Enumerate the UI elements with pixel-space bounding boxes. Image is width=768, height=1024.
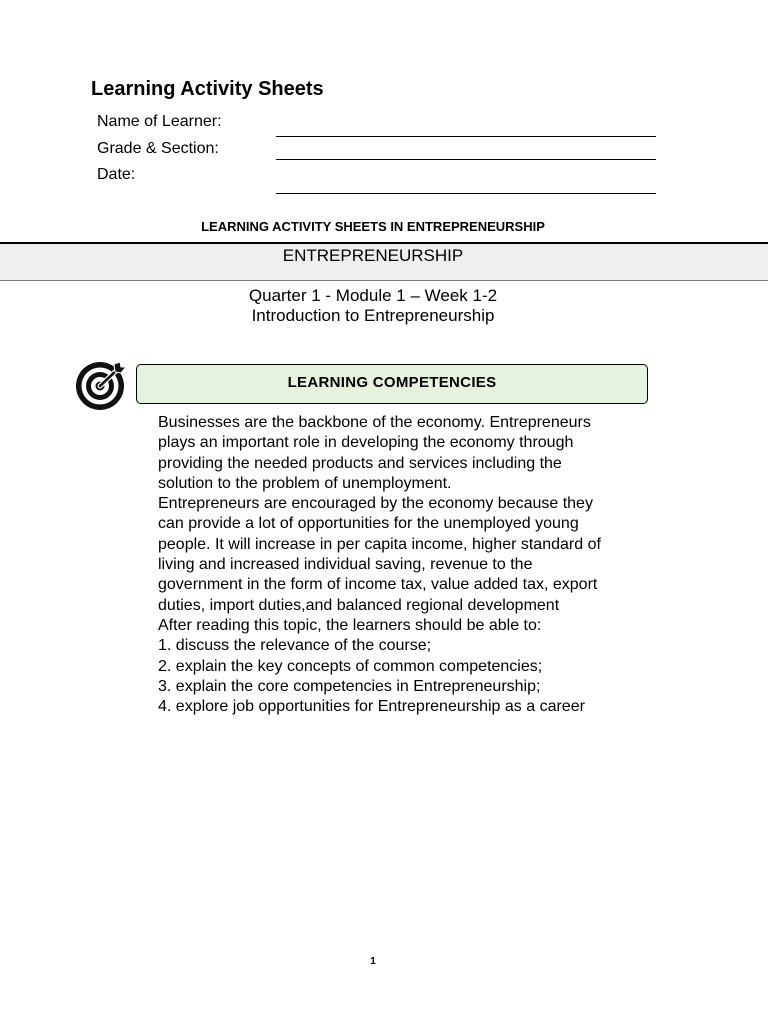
body-line: can provide a lot of opportunities for the unemployed young bbox=[158, 515, 579, 533]
objective-item: 3. explain the core competencies in Entrepreneurship; bbox=[158, 677, 541, 695]
objective-item: 2. explain the key concepts of common competencies; bbox=[158, 657, 543, 675]
competencies-title: LEARNING COMPETENCIES bbox=[287, 374, 497, 391]
date-line bbox=[276, 193, 656, 194]
date-label: Date: bbox=[97, 166, 136, 183]
body-line: plays an important role in developing the economy through bbox=[158, 434, 574, 452]
objective-item: 1. discuss the relevance of the course; bbox=[158, 637, 432, 655]
body-line: solution to the problem of unemployment. bbox=[158, 474, 452, 492]
body-line: After reading this topic, the learners should be able to: bbox=[158, 616, 542, 634]
grade-section-label: Grade & Section: bbox=[97, 140, 219, 157]
objective-item: 4. explore job opportunities for Entrepreneurship as a career bbox=[158, 698, 585, 716]
body-line: Businesses are the backbone of the economy. Entrepreneurs bbox=[158, 414, 591, 431]
banner-title: ENTREPRENEURSHIP bbox=[282, 246, 464, 265]
body-line: government in the form of income tax, value added tax, export bbox=[158, 576, 598, 594]
module-line-1: Quarter 1 - Module 1 – Week 1-2 bbox=[248, 286, 498, 305]
module-line-2: Introduction to Entrepreneurship bbox=[251, 306, 495, 325]
page-number: 1 bbox=[370, 956, 376, 967]
body-line: living and increased individual saving, revenue to the bbox=[158, 556, 533, 574]
name-of-learner-label: Name of Learner: bbox=[97, 113, 222, 130]
competencies-body bbox=[158, 413, 658, 717]
subject-heading: LEARNING ACTIVITY SHEETS IN ENTREPRENEURSHIP bbox=[201, 219, 545, 234]
name-of-learner-line bbox=[276, 136, 656, 137]
body-line: providing the needed products and services including the bbox=[158, 454, 562, 472]
body-line: Entrepreneurs are encouraged by the economy because they bbox=[158, 495, 593, 513]
body-line: people. It will increase in per capita income, higher standard of bbox=[158, 535, 601, 553]
grade-section-line bbox=[276, 159, 656, 160]
target-icon bbox=[73, 361, 129, 411]
body-line: duties, import duties,and balanced regional development bbox=[158, 596, 560, 614]
document-title: Learning Activity Sheets bbox=[91, 78, 324, 100]
